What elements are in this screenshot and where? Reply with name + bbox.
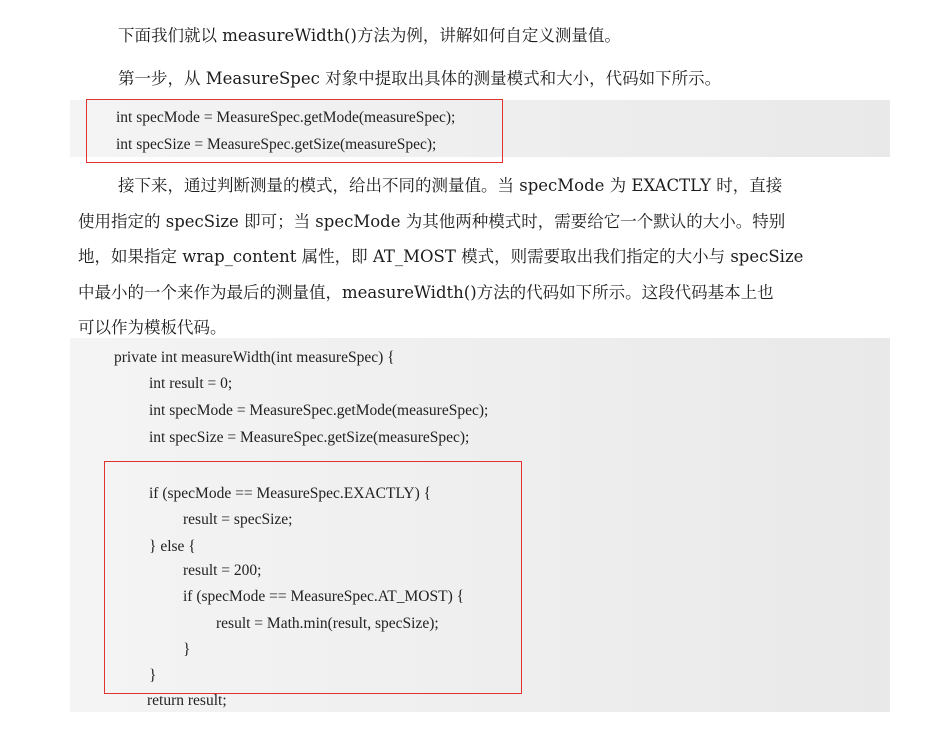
code-line: int specMode = MeasureSpec.getMode(measureSpec); (149, 402, 489, 419)
paragraph-line: 地，如果指定 wrap_content 属性，即 AT_MOST 模式，则需要取出我们指定的大小与 specSize (78, 247, 804, 266)
code-line: if (specMode == MeasureSpec.AT_MOST) { (183, 588, 465, 605)
code-line: result = 200; (183, 562, 262, 579)
paragraph-line: 中最小的一个来作为最后的测量值，measureWidth()方法的代码如下所示。这段代码基本上也 (78, 282, 774, 302)
code-line: result = Math.min(result, specSize); (216, 615, 439, 632)
code-line: result = specSize; (183, 511, 293, 528)
code-line: } (149, 667, 157, 684)
code-block-1 (70, 100, 890, 157)
paragraph-intro: 下面我们就以 measureWidth()方法为例，讲解如何自定义测量值。 (118, 26, 621, 45)
paragraph-step-1: 第一步，从 MeasureSpec 对象中提取出具体的测量模式和大小，代码如下所示。 (118, 69, 722, 88)
code-line: int result = 0; (149, 375, 233, 392)
code-line: int specSize = MeasureSpec.getSize(measureSpec); (116, 136, 437, 153)
code-line: return result; (147, 692, 227, 709)
paragraph-line: 接下来，通过判断测量的模式，给出不同的测量值。当 specMode 为 EXACTLY 时，直接 (118, 176, 783, 195)
paragraph-line: 可以作为模板代码。 (78, 318, 227, 337)
paragraph-line: 使用指定的 specSize 即可；当 specMode 为其他两种模式时，需要给它一个默认的大小。特别 (78, 211, 786, 231)
code-line: if (specMode == MeasureSpec.EXACTLY) { (149, 485, 432, 502)
code-line: private int measureWidth(int measureSpec) { (114, 349, 395, 366)
code-line: int specSize = MeasureSpec.getSize(measureSpec); (149, 429, 470, 446)
code-line: } else { (149, 538, 196, 555)
code-line: int specMode = MeasureSpec.getMode(measureSpec); (116, 109, 456, 126)
code-line: } (183, 641, 191, 658)
code-block-2 (70, 338, 890, 712)
paragraph-explanation (78, 168, 890, 346)
